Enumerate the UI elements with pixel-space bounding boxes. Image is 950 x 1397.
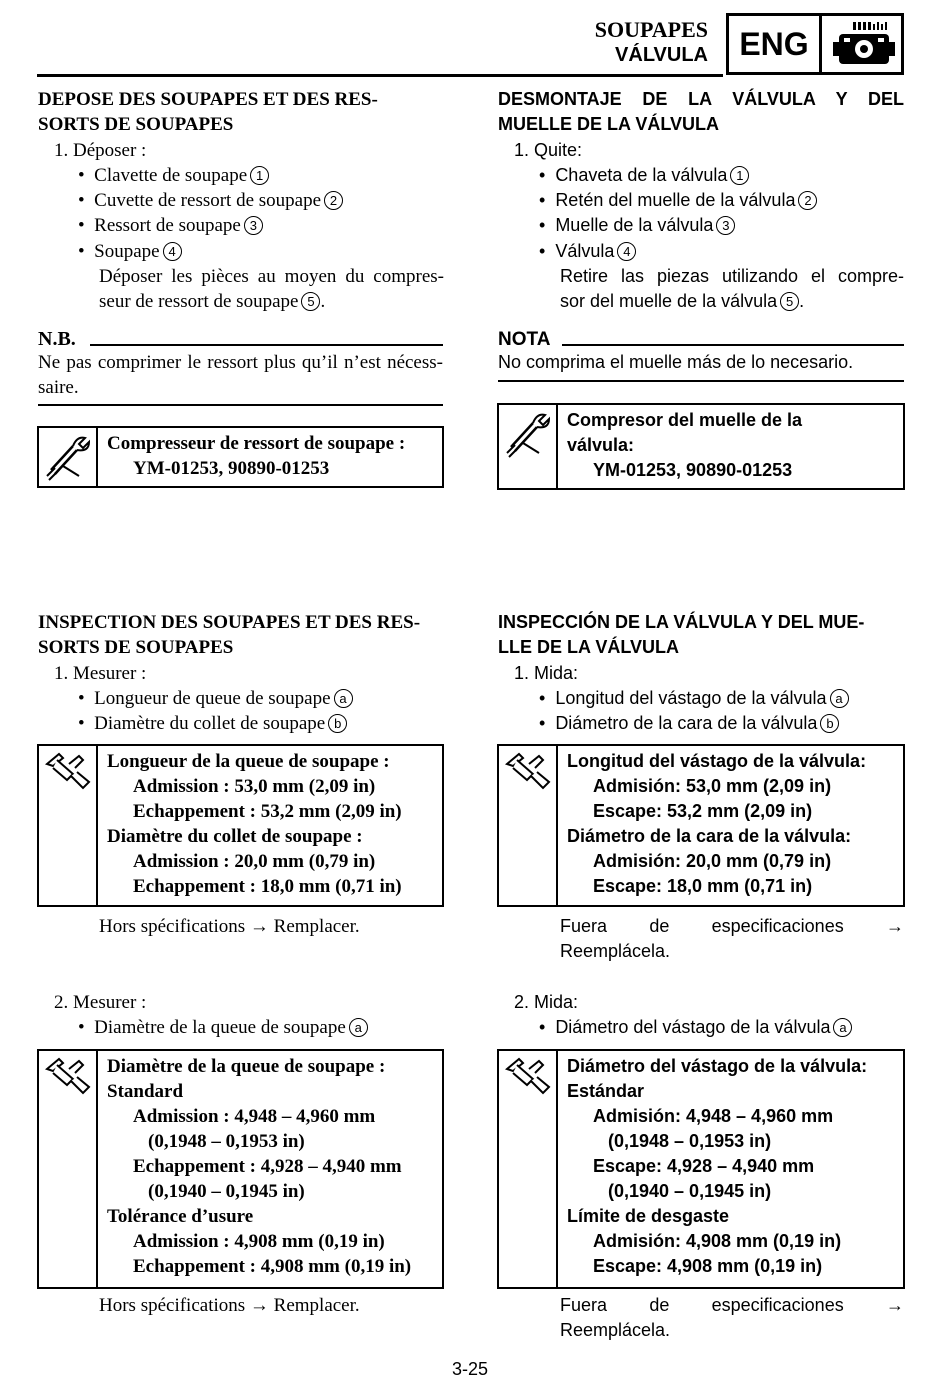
es-s1-note-2: sor del muelle de la válvula 5 . [560, 291, 805, 311]
fr-s2-heading-1: INSPECTION DES SOUPAPES ET DES RES- [38, 612, 421, 633]
fr-s2-step2: 2. Mesurer : [54, 992, 147, 1013]
list-item: • Ressort de soupape 3 [78, 213, 263, 238]
fr-s1-heading-1: DEPOSE DES SOUPAPES ET DES RES- [38, 89, 378, 110]
fr-tool-line-2: YM-01253, 90890-01253 [133, 458, 330, 479]
es-tool-box [497, 403, 905, 490]
callout-marker: 2 [324, 191, 343, 210]
fr-s1-step: 1. Déposer : [54, 140, 147, 161]
es-s1-heading-1: DESMONTAJE DE LA VÁLVULA Y DEL [498, 89, 904, 109]
fr-spec-box-1 [37, 744, 444, 907]
callout-marker: 2 [798, 191, 817, 210]
fr-nb-rule-top [90, 344, 443, 346]
spec-line: Diamètre de la queue de soupape : [107, 1056, 386, 1077]
header-badge: ENG [739, 26, 809, 62]
callout-marker: 4 [617, 242, 636, 261]
fr-s2-step: 1. Mesurer : [54, 663, 147, 684]
caliper-icon [43, 750, 93, 792]
spec-line: Escape: 18,0 mm (0,71 in) [593, 876, 813, 896]
list-item: • Válvula 4 [539, 239, 636, 264]
spec-line: Admission : 4,908 mm (0,19 in) [133, 1231, 385, 1252]
callout-marker: 5 [301, 292, 320, 311]
header-title-fr: SOUPAPES [594, 17, 708, 42]
fr-s1-note-2: seur de ressort de soupape 5 . [99, 291, 326, 312]
fr-nb-text-2: saire. [38, 377, 79, 398]
fr-s1-heading-2: SORTS DE SOUPAPES [38, 114, 234, 135]
spec-line: Admisión: 4,908 mm (0,19 in) [593, 1231, 842, 1251]
es-s1-heading-2: MUELLE DE LA VÁLVULA [498, 114, 719, 134]
fr-spec-box-2 [37, 1049, 444, 1289]
spec-line: Diamètre du collet de soupape : [107, 826, 363, 847]
badge-divider [819, 16, 822, 72]
fr-s1-note-1: Déposer les pièces au moyen du compres- [99, 266, 444, 287]
es-nb-rule-top [562, 344, 904, 346]
spec-line: Tolérance d’usure [107, 1206, 254, 1227]
es-nb-rule-bottom [498, 380, 904, 382]
callout-marker: 1 [250, 166, 269, 185]
fr-out-of-spec-1: Hors spécifications → Remplacer. [99, 916, 360, 937]
fr-nb-text-1: Ne pas comprimer le ressort plus qu’il n’est nécess- [38, 352, 443, 373]
es-spec-box-1 [497, 744, 905, 907]
callout-marker: 3 [716, 216, 735, 235]
list-item: • Longueur de queue de soupape a [78, 686, 353, 711]
list-item: • Diamètre du collet de soupape b [78, 711, 347, 736]
spec-line: Diámetro del vástago de la válvula: [567, 1056, 868, 1076]
es-tool-line-3: YM-01253, 90890-01253 [593, 460, 793, 480]
es-s1-note-1: Retire las piezas utilizando el compre- [560, 266, 904, 286]
page-number: 3-25 [451, 1359, 489, 1379]
list-item: • Diamètre de la queue de soupape a [78, 1015, 368, 1040]
list-item: • Cuvette de ressort de soupape 2 [78, 188, 343, 213]
callout-marker: a [349, 1018, 368, 1037]
spec-line: Diámetro de la cara de la válvula: [567, 826, 852, 846]
spec-line: (0,1940 – 0,1945 in) [148, 1181, 305, 1202]
fr-tool-box [37, 426, 444, 488]
callout-marker: b [328, 714, 347, 733]
callout-marker: a [830, 689, 849, 708]
fr-s2-heading-2: SORTS DE SOUPAPES [38, 637, 234, 658]
list-item: • Longitud del vástago de la válvula a [539, 686, 849, 711]
spec-line: Echappement : 4,928 – 4,940 mm [133, 1156, 402, 1177]
spec-line: Echappement : 4,908 mm (0,19 in) [133, 1256, 412, 1277]
es-s2-step: 1. Mida: [514, 663, 579, 683]
spec-line: Límite de desgaste [567, 1206, 730, 1226]
spec-line: Admisión: 4,948 – 4,960 mm [593, 1106, 834, 1126]
es-out-of-spec-2b: Reemplácela. [560, 1320, 671, 1340]
spec-line: (0,1948 – 0,1953 in) [148, 1131, 305, 1152]
special-tool-icon [503, 409, 551, 459]
spec-line: Estándar [567, 1081, 645, 1101]
spec-line: Escape: 4,908 mm (0,19 in) [593, 1256, 823, 1276]
header-badge-box [726, 13, 904, 75]
spec-line: Admisión: 53,0 mm (2,09 in) [593, 776, 832, 796]
spec-line: (0,1948 – 0,1953 in) [608, 1131, 772, 1151]
es-out-of-spec-2a: Fuera de especificaciones → [560, 1295, 904, 1315]
es-out-of-spec-1a: Fuera de especificaciones → [560, 916, 904, 936]
spec-line: Escape: 53,2 mm (2,09 in) [593, 801, 813, 821]
list-item: • Chaveta de la válvula 1 [539, 163, 749, 188]
special-tool-icon [43, 432, 91, 482]
callout-marker: a [833, 1018, 852, 1037]
list-item: • Diámetro del vástago de la válvula a [539, 1015, 852, 1040]
callout-marker: 1 [730, 166, 749, 185]
fr-nb-label: N.B. [38, 328, 76, 350]
spec-line: Escape: 4,928 – 4,940 mm [593, 1156, 815, 1176]
spec-line: Longueur de la queue de soupape : [107, 751, 390, 772]
list-item: • Retén del muelle de la válvula 2 [539, 188, 817, 213]
header-rule [37, 74, 723, 77]
caliper-icon [43, 1055, 93, 1097]
list-item: • Muelle de la válvula 3 [539, 213, 735, 238]
engine-icon [829, 20, 899, 70]
list-item: • Soupape 4 [78, 239, 182, 264]
spec-line: Standard [107, 1081, 184, 1102]
fr-tool-line-1: Compresseur de ressort de soupape : [107, 433, 406, 454]
callout-marker: 5 [780, 292, 799, 311]
callout-marker: b [820, 714, 839, 733]
list-item: • Clavette de soupape 1 [78, 163, 269, 188]
spec-line: Echappement : 18,0 mm (0,71 in) [133, 876, 402, 897]
spec-line: Admission : 20,0 mm (0,79 in) [133, 851, 376, 872]
header-title-es: VÁLVULA [615, 44, 708, 66]
es-s2-heading-1: INSPECCIÓN DE LA VÁLVULA Y DEL MUE- [498, 612, 865, 632]
es-s1-step: 1. Quite: [514, 140, 583, 160]
spec-line: Admisión: 20,0 mm (0,79 in) [593, 851, 832, 871]
spec-line: Echappement : 53,2 mm (2,09 in) [133, 801, 402, 822]
es-tool-line-2: válvula: [567, 435, 635, 455]
es-out-of-spec-1b: Reemplácela. [560, 941, 671, 961]
callout-marker: 3 [244, 216, 263, 235]
callout-marker: 4 [163, 242, 182, 261]
es-nb-label: NOTA [498, 329, 551, 350]
callout-marker: a [334, 689, 353, 708]
spec-line: Longitud del vástago de la válvula: [567, 751, 867, 771]
es-nb-text-1: No comprima el muelle más de lo necesario. [498, 352, 854, 372]
list-item: • Diámetro de la cara de la válvula b [539, 711, 839, 736]
es-s2-step2: 2. Mida: [514, 992, 579, 1012]
fr-out-of-spec-2: Hors spécifications → Remplacer. [99, 1295, 360, 1316]
es-s2-heading-2: LLE DE LA VÁLVULA [498, 637, 679, 657]
es-tool-line-1: Compresor del muelle de la [567, 410, 803, 430]
spec-line: (0,1940 – 0,1945 in) [608, 1181, 772, 1201]
es-spec-box-2 [497, 1049, 905, 1289]
spec-line: Admission : 4,948 – 4,960 mm [133, 1106, 376, 1127]
caliper-icon [503, 1055, 553, 1097]
fr-nb-rule-bottom [38, 404, 443, 406]
spec-line: Admission : 53,0 mm (2,09 in) [133, 776, 376, 797]
caliper-icon [503, 750, 553, 792]
